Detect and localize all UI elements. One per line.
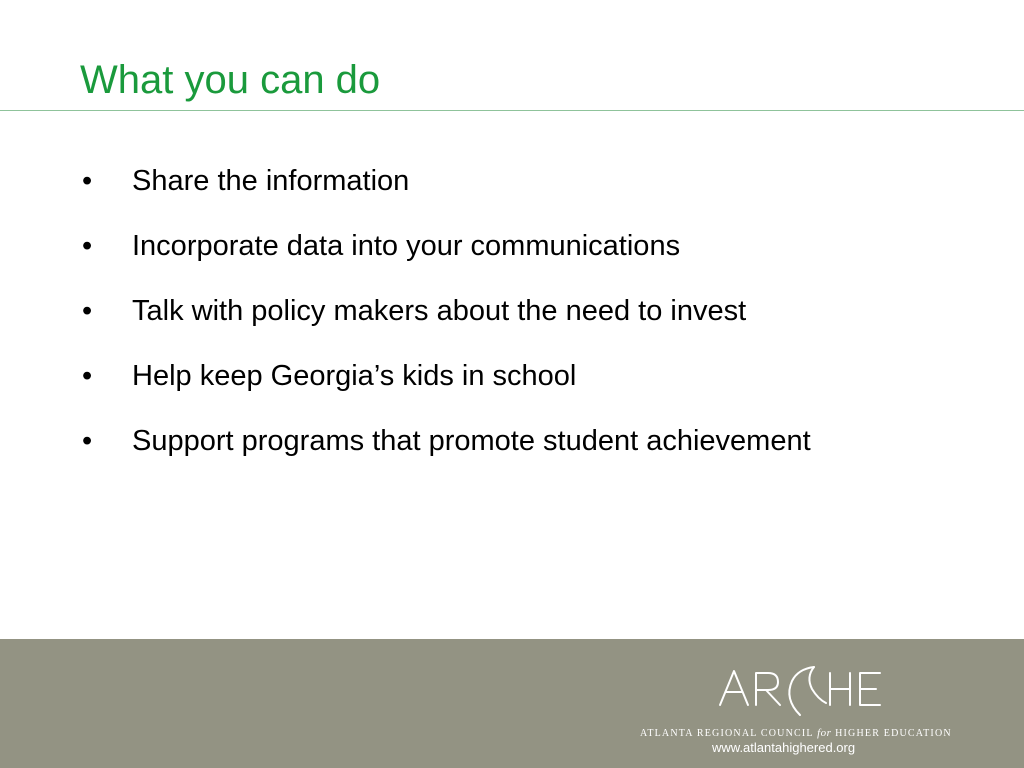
logo-tagline [640, 727, 970, 740]
bullet-item [0, 229, 872, 263]
bullet-item [0, 424, 872, 458]
footer-url: www.atlantahighered.org [712, 740, 856, 755]
bullet-text: Talk with policy makers about the need to invest [132, 295, 747, 327]
bullet-list [0, 164, 1024, 489]
bullet-dot-icon: • [82, 165, 93, 197]
slide-title: What you can do [80, 58, 381, 102]
bullet-dot-icon: • [82, 425, 93, 457]
title-divider [0, 110, 1024, 111]
arche-logo [640, 659, 970, 739]
bullet-item [0, 359, 872, 393]
bullet-text: Incorporate data into your communications [132, 230, 681, 262]
bullet-dot-icon: • [82, 360, 93, 392]
bullet-text: Help keep Georgia’s kids in school [132, 360, 577, 392]
arche-logo-mark-icon [718, 659, 884, 717]
bullet-text: Share the information [132, 165, 410, 197]
logo-tagline-part: HIGHER EDUCATION [835, 728, 952, 739]
footer-band [0, 639, 1024, 768]
bullet-item [0, 294, 872, 328]
logo-tagline-part: ATLANTA REGIONAL COUNCIL [640, 728, 814, 739]
logo-tagline-part: for [817, 727, 832, 739]
bullet-text: Support programs that promote student achievement [132, 425, 811, 457]
bullet-dot-icon: • [82, 230, 93, 262]
bullet-item [0, 164, 872, 198]
bullet-dot-icon: • [82, 295, 93, 327]
